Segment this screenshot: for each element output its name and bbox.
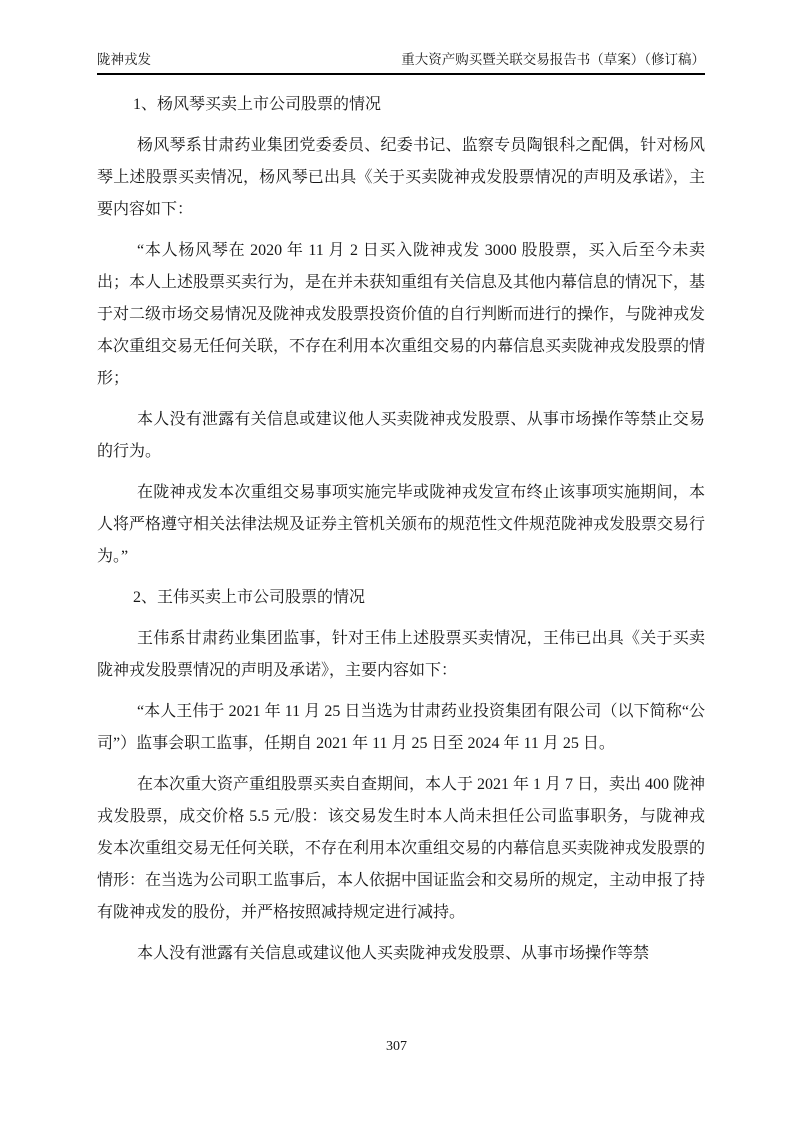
paragraph: 王伟系甘肃药业集团监事，针对王伟上述股票买卖情况，王伟已出具《关于买卖陇神戎发股票情况的声明及承诺》，主要内容如下：	[97, 630, 705, 679]
header-company-short-name: 陇神戎发	[97, 52, 151, 67]
page-header	[97, 50, 705, 75]
document-body	[97, 89, 705, 979]
paragraph: 本人没有泄露有关信息或建议他人买卖陇神戎发股票、从事市场操作等禁止交易的行为。	[97, 411, 705, 460]
paragraph: 本人没有泄露有关信息或建议他人买卖陇神戎发股票、从事市场操作等禁	[137, 945, 650, 962]
paragraph: 杨风琴系甘肃药业集团党委委员、纪委书记、监察专员陶银科之配偶，针对杨风琴上述股票买卖情况，杨风琴已出具《关于买卖陇神戎发股票情况的声明及承诺》，主要内容如下：	[97, 137, 705, 218]
section-heading-2: 2、王伟买卖上市公司股票的情况	[133, 589, 366, 606]
paragraph: “本人王伟于 2021 年 11 月 25 日当选为甘肃药业投资集团有限公司（以下简称“公司”）监事会职工监事，任期自 2021 年 11 月 25 日至 2024 年 11 月 25 日。	[97, 703, 705, 752]
page-footer	[0, 1036, 793, 1058]
page-number: 307	[386, 1039, 407, 1054]
header-report-title: 重大资产购买暨关联交易报告书（草案）（修订稿）	[401, 52, 705, 67]
section-heading-1: 1、杨风琴买卖上市公司股票的情况	[133, 96, 382, 113]
paragraph: 在本次重大资产重组股票买卖自查期间，本人于 2021 年 1 月 7 日，卖出 400 陇神戎发股票，成交价格 5.5 元/股：该交易发生时本人尚未担任公司监事职务，与陇神戎发本次重组交易无任何关联，不存在利用本次重组交易的内幕信息买卖陇神戎发股票的情形：在当选为公司职工监事后，本人依据中国证监会和交易所的规定，主动申报了持有陇神戎发的股份，并严格按照减持规定进行减持。	[97, 776, 706, 921]
paragraph: “本人杨风琴在 2020 年 11 月 2 日买入陇神戎发 3000 股股票，买入后至今未卖出；本人上述股票买卖行为，是在并未获知重组有关信息及其他内幕信息的情况下，基于对二级市场交易情况及陇神戎发股票投资价值的自行判断而进行的操作，与陇神戎发本次重组交易无任何关联，不存在利用本次重组交易的内幕信息买卖陇神戎发股票的情形；	[97, 242, 706, 387]
paragraph: 在陇神戎发本次重组交易事项实施完毕或陇神戎发宣布终止该事项实施期间，本人将严格遵守相关法律法规及证券主管机关颁布的规范性文件规范陇神戎发股票交易行为。”	[97, 484, 706, 565]
